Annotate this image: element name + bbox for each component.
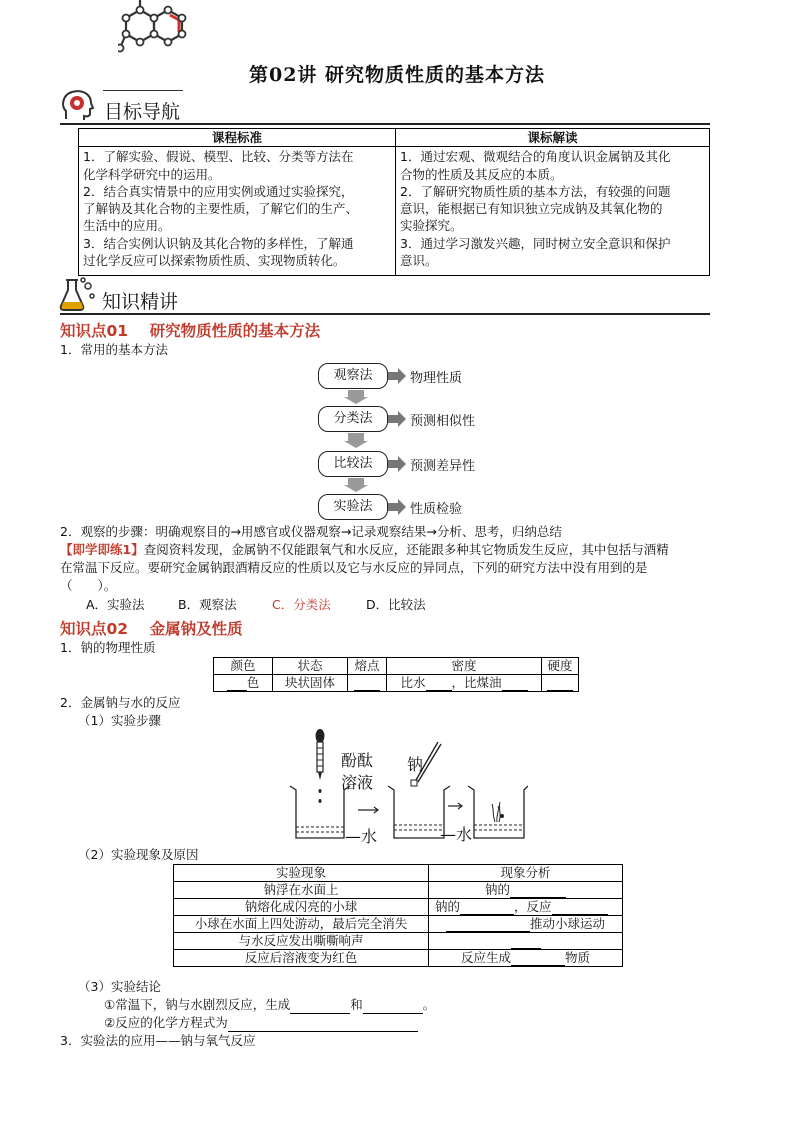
standards-table (78, 128, 710, 276)
section-knowledge-heading: 知识精讲 (102, 291, 179, 313)
section-rule-top (103, 90, 183, 91)
option-d: D．比较法 (366, 597, 426, 612)
phys-density-b: ，比煤油 (451, 675, 502, 690)
kp2-item2: 2．金属钠与水的反应 (60, 695, 181, 710)
fig-label-solution: 溶液 (341, 773, 374, 792)
exercise-text1: 查阅资料发现，金属钠不仅能跟氧气和水反应，还能跟多种其它物质发生反应，其中包括与酒精 (143, 542, 669, 557)
obs-phen-5: 反应后溶液变为红色 (174, 950, 429, 967)
standards-left-line: 3．结合实例认识钠及其化合物的多样性，了解通 (83, 235, 354, 251)
standards-col1-header: 课程标准 (79, 129, 396, 147)
obs-phen-4: 与水反应发出嘶嘶响声 (174, 933, 429, 950)
flow-box-observe: 观察法 (318, 363, 388, 389)
flow-label-similarity: 预测相似性 (410, 414, 476, 429)
obs-ana-5-b: 物质 (565, 950, 591, 965)
naphthalene-logo-icon (118, 0, 198, 60)
phys-cell-density (387, 675, 542, 692)
kp2-step2: （2）实验现象及原因 (78, 847, 199, 862)
standards-right-line: 2．了解研究物质性质的基本方法，有较强的问题 (400, 183, 671, 199)
flow-box-experiment: 实验法 (318, 494, 388, 520)
standards-right-line: 1．通过宏观、微观结合的角度认识金属钠及其化 (400, 149, 671, 165)
fig-water1-text: 水 (361, 827, 378, 846)
standards-right-line: 3．通过学习激发兴趣，同时树立安全意识和保护 (400, 235, 671, 251)
phys-header-color: 颜色 (214, 658, 273, 675)
physical-properties-table (213, 657, 579, 692)
obs-ana-2 (429, 899, 623, 916)
exercise-line2: 在常温下反应。要研究金属钠跟酒精反应的性质以及它与水反应的异同点，下列的研究方法中没有用到的是 (60, 560, 648, 575)
standards-left-line: 2．结合真实情景中的应用实例或通过实验探究， (83, 183, 354, 199)
standards-left-line: 化学科学研究中的运用。 (83, 166, 221, 182)
phys-cell-color (214, 675, 273, 692)
obs-ana-2-b: ，反应 (514, 899, 552, 914)
fig-label-sodium: 钠 (407, 755, 424, 774)
conclusion-2 (104, 1014, 418, 1032)
kp2-step3: （3）实验结论 (78, 979, 161, 994)
obs-ana-5 (429, 950, 623, 967)
standards-right-line: 实验探究。 (400, 218, 463, 234)
flask-icon (58, 276, 98, 312)
phys-cell-melting (348, 675, 387, 692)
phys-header-density: 密度 (387, 658, 542, 675)
section-knowledge-rule (60, 313, 710, 315)
phys-cell-state: 块状固体 (273, 675, 348, 692)
phys-header-melting: 熔点 (348, 658, 387, 675)
conclusion-1-b: 和 (350, 997, 363, 1012)
fig-water2-text: 水 (456, 825, 473, 844)
obs-phen-3: 小球在水面上四处游动，最后完全消失 (174, 916, 429, 933)
head-brain-icon (60, 89, 96, 123)
standards-right-line: 合物的性质及其反应的本质。 (400, 166, 563, 182)
phys-header-hardness: 硬度 (542, 658, 579, 675)
obs-ana-3 (429, 916, 623, 933)
obs-ana-2-a: 钠的 (435, 899, 461, 914)
flow-label-physical: 物理性质 (410, 371, 463, 386)
kp1-item1: 1．常用的基本方法 (60, 342, 168, 357)
option-a: A．实验法 (86, 597, 145, 612)
experiment-figure (288, 728, 528, 844)
fig-label-water1: —水 (345, 827, 378, 846)
kp2-item3: 3．实验法的应用——钠与氧气反应 (60, 1033, 256, 1048)
obs-phen-1: 钠浮在水面上 (174, 882, 429, 899)
kp1-item2: 2．观察的步骤：明确观察目的→用感官或仪器观察→记录观察结果→分析、思考，归纳总结 (60, 524, 562, 539)
standards-right-cell (396, 147, 710, 276)
standards-right-line: 意识。 (400, 253, 438, 269)
conclusion-1-a: ①常温下，钠与水剧烈反应，生成 (104, 997, 291, 1012)
kp1-heading: 知识点01 研究物质性质的基本方法 (60, 322, 321, 340)
obs-header-phenomenon: 实验现象 (174, 865, 429, 882)
standards-left-line: 过化学反应可以探索物质性质、实现物质转化。 (83, 253, 346, 269)
section-goals-rule (60, 123, 710, 125)
observation-table (173, 864, 623, 967)
exercise-line3: （ ）。 (60, 578, 117, 593)
obs-ana-4 (429, 933, 623, 950)
standards-left-cell (79, 147, 396, 276)
obs-header-analysis: 现象分析 (429, 865, 623, 882)
exercise-line1 (60, 541, 669, 559)
kp2-step1: （1）实验步骤 (78, 713, 161, 728)
conclusion-1 (104, 996, 435, 1014)
fig-label-phenol: 酚酞 (341, 751, 374, 770)
phys-color-suffix: 色 (246, 675, 260, 690)
kp2-heading: 知识点02 金属钠及性质 (60, 620, 243, 638)
obs-ana-1 (429, 882, 623, 899)
phys-density-a: 比水 (400, 675, 426, 690)
conclusion-1-c: 。 (422, 997, 436, 1012)
phys-header-state: 状态 (273, 658, 348, 675)
obs-ana-1-text: 钠的 (484, 882, 510, 897)
standards-left-line: 了解钠及其化合物的主要性质，了解它们的生产、 (83, 201, 359, 217)
kp2-item1: 1．钠的物理性质 (60, 640, 156, 655)
fig-label-water2: —水 (440, 825, 473, 844)
option-b: B．观察法 (178, 597, 237, 612)
obs-ana-5-a: 反应生成 (460, 950, 511, 965)
flow-box-classify: 分类法 (318, 406, 388, 432)
standards-left-line: 生活中的应用。 (83, 218, 171, 234)
exercise-tag: 【即学即练1】 (60, 542, 144, 557)
standards-right-line: 意识，能根据已有知识独立完成钠及其氧化物的 (400, 201, 663, 217)
standards-col2-header: 课标解读 (396, 129, 710, 147)
standards-left-line: 1．了解实验、假说、模型、比较、分类等方法在 (83, 149, 354, 165)
flow-label-difference: 预测差异性 (410, 459, 476, 474)
phys-cell-hardness (542, 675, 579, 692)
flow-arrows (340, 360, 410, 525)
flow-box-compare: 比较法 (318, 451, 388, 477)
obs-ana-3-b: 推动小球运动 (529, 916, 605, 931)
page-title: 第02讲 研究物质性质的基本方法 (248, 64, 546, 86)
flow-label-test: 性质检验 (410, 502, 463, 517)
obs-phen-2: 钠熔化成闪亮的小球 (174, 899, 429, 916)
option-c-answer: C．分类法 (272, 597, 331, 612)
conclusion-2-text: ②反应的化学方程式为 (104, 1015, 228, 1030)
section-goals-heading: 目标导航 (104, 101, 181, 123)
